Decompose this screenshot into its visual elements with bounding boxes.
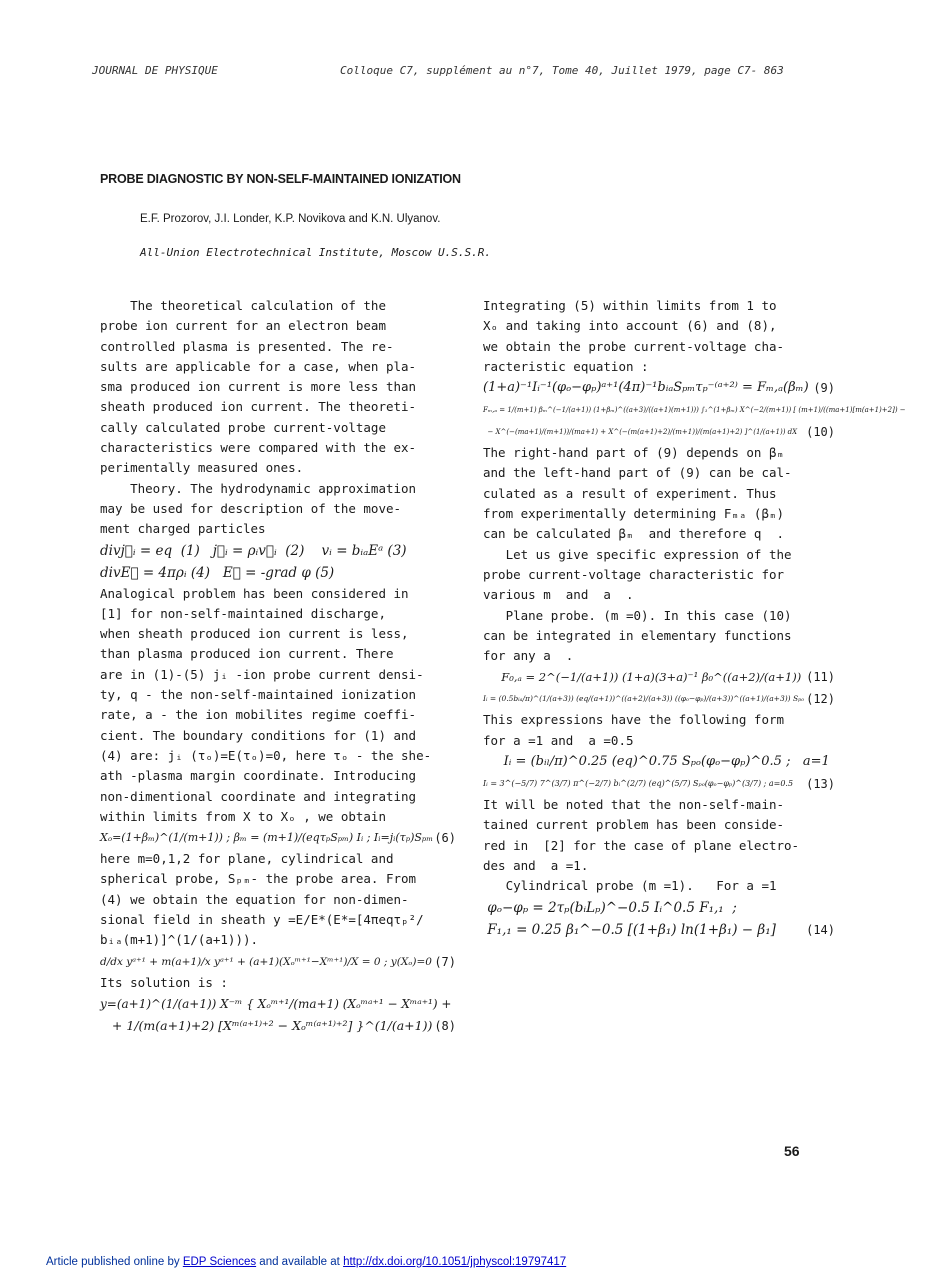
right-text-line: and the left-hand part of (9) can be cal- (483, 465, 792, 481)
right-text-line: Let us give specific expression of the (483, 546, 792, 562)
right-text-line: tained current problem has been conside- (483, 817, 785, 833)
right-text-line: Xₒ and taking into account (6) and (8), (483, 318, 777, 334)
right-text-line: It will be noted that the non-self-main- (483, 797, 785, 813)
right-text-line: Cylindrical probe (m =1). For a =1 (483, 878, 777, 894)
right-text-line: from experimentally determining Fₘₐ (βₘ) (483, 506, 785, 522)
left-text-line: sults are applicable for a case, when pla- (100, 358, 417, 374)
equation-number: (10) (806, 425, 835, 440)
left-text-line: here m=0,1,2 for plane, cylindrical and (100, 851, 394, 867)
right-equation (483, 773, 835, 795)
doi-link[interactable]: http://dx.doi.org/10.1051/jphyscol:19797417 (343, 1256, 567, 1268)
left-text-line: cally calculated probe current-voltage (100, 419, 386, 435)
left-text-line: than plasma produced ion current. There (100, 646, 394, 662)
paper-title: PROBE DIAGNOSTIC BY NON-SELF-MAINTAINED IONIZATION (100, 172, 461, 186)
publication-footer (46, 1256, 566, 1268)
left-text-line: probe ion current for an electron beam (100, 318, 386, 334)
equation-number: (14) (806, 922, 835, 937)
left-text-line: Theory. The hydrodynamic approximation (100, 480, 417, 496)
equation-body: Fₘ,ₐ = 1/(m+1) βₘ^(−1/(a+1)) (1+βₘ)^((a+3)/((a+1)(m+1))) ∫₁^(1+βₘ) X^(−2/(m+1)) [ (m+1)/((ma+1)[m(a+1)+2]) − (483, 406, 906, 415)
left-text-line: [1] for non-self-maintained discharge, (100, 605, 386, 621)
right-equation (483, 666, 835, 688)
left-text-line: rate, a - the ion mobilites regime coeffi- (100, 707, 417, 723)
left-text-line: are in (1)-(5) jᵢ -ion probe current densi- (100, 666, 424, 682)
right-text-line: red in [2] for the case of plane electro- (483, 837, 800, 853)
left-equation (100, 1015, 456, 1037)
left-text-line: The theoretical calculation of the (100, 298, 386, 313)
citation-line: Colloque C7, supplément au n°7, Tome 40, Juillet 1979, page C7- 863 (340, 64, 784, 77)
left-text-line: perimentally measured ones. (100, 460, 304, 476)
equation-body: F₁,₁ = 0.25 β₁^−0.5 [(1+β₁) ln(1+β₁) − β₁] (483, 921, 776, 938)
left-equation (100, 562, 456, 584)
left-text-line: characteristics were compared with the ex- (100, 440, 417, 456)
equation-body: + 1/(m(a+1)+2) [Xᵐ⁽ᵃ⁺¹⁾⁺² − Xₒᵐ⁽ᵃ⁺¹⁾⁺²] }^(1/(a+1)) (100, 1017, 433, 1033)
left-text-line: within limits from X to Xₒ , we obtain (100, 808, 386, 824)
left-text-line: spherical probe, Sₚₘ- the probe area. From (100, 871, 417, 887)
equation-body: Iᵢ = (bᵢₗ/π)^0.25 (eq)^0.75 Sₚₒ(φₒ−φₚ)^0.5 ; a=1 (483, 754, 830, 770)
right-text-line: Integrating (5) within limits from 1 to (483, 298, 777, 313)
right-text-line: probe current-voltage characteristic for (483, 566, 785, 582)
equation-body: − X^(−(ma+1)/(m+1))/(ma+1) + X^(−(m(a+1)+2)/(m+1))/(m(a+1)+2) ]^(1/(a+1)) dX (483, 428, 798, 437)
right-equation (483, 399, 906, 421)
right-text-line: can be integrated in elementary functions (483, 627, 792, 643)
equation-number: (6) (434, 831, 456, 846)
left-text-line: Its solution is : (100, 974, 228, 990)
left-text-line: (4) are: jᵢ (τₒ)=E(τₒ)=0, here τₒ - the she- (100, 747, 432, 763)
equation-number: (8) (434, 1018, 456, 1033)
left-text-line: ment charged particles (100, 521, 266, 537)
publisher-link[interactable]: EDP Sciences (182, 1256, 257, 1268)
right-column (483, 296, 906, 941)
page-number: 56 (784, 1143, 800, 1159)
equation-body: divj⃗ᵢ = eq (1) j⃗ᵢ = ρᵢv⃗ᵢ (2) vᵢ = bᵢₐEᵃ (3) (100, 542, 407, 559)
right-equation (483, 919, 835, 941)
left-equation (100, 827, 456, 849)
journal-name: JOURNAL DE PHYSIQUE (92, 64, 218, 77)
equation-number: (7) (434, 954, 456, 969)
equation-body: d/dx yᵃ⁺¹ + m(a+1)/x yᵃ⁺¹ + (a+1)(Xₒᵐ⁺¹−Xᵐ⁺¹)/X = 0 ; y(Xₒ)=0 (100, 955, 432, 968)
equation-number: (12) (806, 692, 835, 707)
left-text-line: when sheath produced ion current is less, (100, 626, 409, 642)
right-equation (483, 377, 835, 399)
left-text-line: sma produced ion current is more less than (100, 379, 417, 395)
left-text-line: non-dimentional coordinate and integrating (100, 788, 417, 804)
left-text-line: ath -plasma margin coordinate. Introducing (100, 768, 417, 784)
right-equation (483, 688, 835, 710)
right-text-line: various m and a . (483, 587, 634, 603)
left-text-line: bᵢₐ(m+1)]^(1/(a+1))). (100, 932, 259, 948)
left-text-line: sional field in sheath y =E/E*(E*=[4πeqτₚ²/ (100, 912, 424, 928)
equation-number: (13) (806, 777, 835, 792)
equation-body: Iᵢ = (0.5bᵢₐ/π)^(1/(a+3)) (eq/(a+1))^((a+2)/(a+3)) ((φₒ−φₚ)/(a+3))^((a+1)/(a+3)) Sₚₒ (483, 694, 805, 704)
left-text-line: sheath produced ion current. The theoreti- (100, 399, 417, 415)
equation-number: (9) (813, 381, 835, 396)
left-column (100, 296, 456, 1037)
right-equation (483, 751, 835, 773)
right-text-line: The right-hand part of (9) depends on βₘ (483, 445, 785, 461)
right-text-line: Plane probe. (m =0). In this case (10) (483, 607, 792, 623)
left-text-line: cient. The boundary conditions for (1) and (100, 727, 417, 743)
equation-body: y=(a+1)^(1/(a+1)) X⁻ᵐ { Xₒᵐ⁺¹/(ma+1) (Xₒᵐᵃ⁺¹ − Xᵐᵃ⁺¹) + (100, 996, 452, 1011)
left-text-line: controlled plasma is presented. The re- (100, 338, 394, 354)
equation-body: φₒ−φₚ = 2τₚ(bᵢLₚ)^−0.5 Iᵢ^0.5 F₁,₁ ; (483, 899, 737, 916)
right-equation (483, 421, 835, 443)
left-text-line: ty, q - the non-self-maintained ionization (100, 687, 417, 703)
affiliation: All-Union Electrotechnical Institute, Moscow U.S.S.R. (140, 246, 491, 259)
left-text-line: Analogical problem has been considered in (100, 585, 409, 601)
left-equation (100, 993, 456, 1015)
equation-body: Iᵢ = 3^(−5/7) 7^(3/7) π^(−2/7) bᵢ^(2/7) (eq)^(5/7) Sₚₒ(φₒ−φₚ)^(3/7) ; a=0.5 (483, 779, 794, 789)
equation-body: F₀,ₐ = 2^(−1/(a+1)) (1+a)(3+a)⁻¹ β₀^((a+2)/(a+1)) (483, 670, 802, 685)
equation-number: (11) (806, 670, 835, 685)
right-text-line: This expressions have the following form (483, 712, 785, 728)
right-text-line: racteristic equation : (483, 358, 649, 374)
left-equation (100, 540, 456, 562)
left-text-line: (4) we obtain the equation for non-dimen- (100, 891, 409, 907)
right-text-line: culated as a result of experiment. Thus (483, 485, 777, 501)
equation-body: (1+a)⁻¹Iᵢ⁻¹(φₒ−φₚ)ᵃ⁺¹(4π)⁻¹bᵢₐSₚₘτₚ⁻⁽ᵃ⁺²⁾ = Fₘ,ₐ(βₘ) (483, 380, 809, 396)
right-text-line: des and a =1. (483, 857, 589, 873)
right-text-line: for a =1 and a =0.5 (483, 732, 634, 748)
right-text-line: for any a . (483, 648, 574, 664)
equation-body: Xₒ=(1+βₘ)^(1/(m+1)) ; βₘ = (m+1)/(eqτₚSₚₘ) Iᵢ ; Iᵢ=jᵢ(τₚ)Sₚₘ (100, 831, 434, 845)
left-equation (100, 951, 456, 973)
author-list: E.F. Prozorov, J.I. Londer, K.P. Novikova and K.N. Ulyanov. (140, 213, 441, 225)
right-text-line: can be calculated βₘ and therefore q . (483, 526, 785, 542)
right-text-line: we obtain the probe current-voltage cha- (483, 338, 785, 354)
right-equation (483, 897, 835, 919)
equation-body: divE⃗ = 4πρᵢ (4) E⃗ = -grad φ (5) (100, 564, 335, 581)
footer-middle: and available at (256, 1256, 344, 1268)
footer-prefix: Article published online by (46, 1256, 183, 1268)
left-text-line: may be used for description of the move- (100, 500, 402, 516)
